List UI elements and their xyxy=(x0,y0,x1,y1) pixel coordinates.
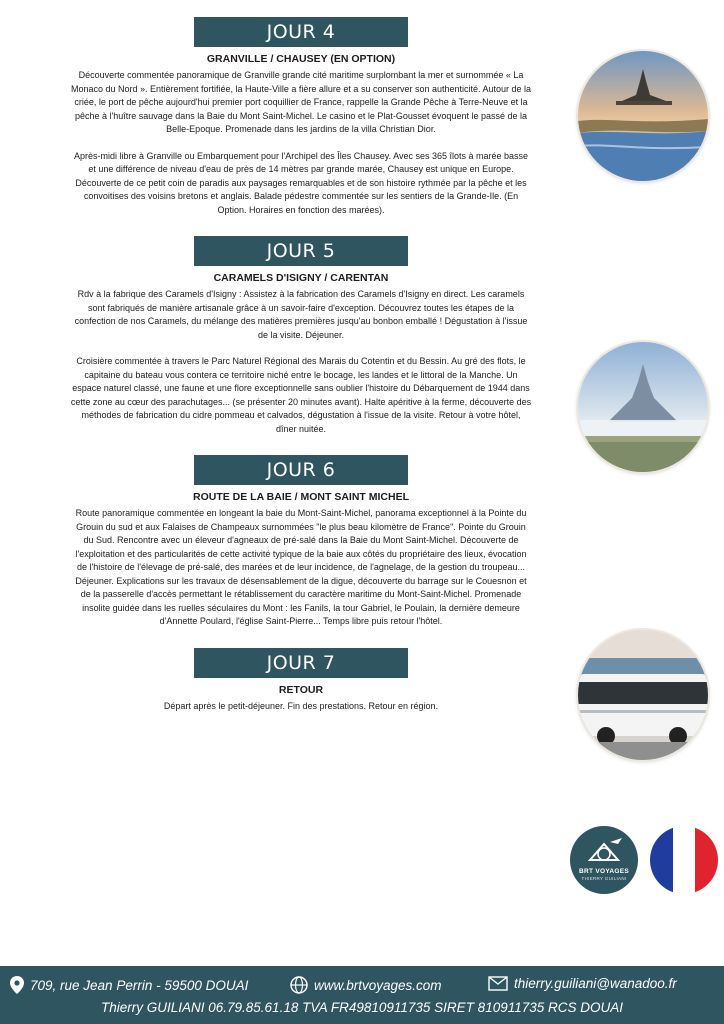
day-banner: JOUR 4 xyxy=(194,17,408,47)
flag-stripe-blue xyxy=(650,826,673,894)
day-paragraph: Rdv à la fabrique des Caramels d'Isigny : Assistez à la fabrication des Caramels d'Isigny en direct. Les caramels sont fabriqués de manière artisanale grâce à un savoir-faire d'exception. Découvrez toutes les étapes de la confection de nos Caramels, du mélange des matières premières jusqu'au bonbon emballé ! Dégustation à l'issue de la visite. Déjeuner. xyxy=(74,289,528,340)
day-paragraph: Découverte commentée panoramique de Granville grande cité maritime surplombant la mer et surnommée « La Monaco du Nord ». Entièrement fortifiée, la Haute-Ville a fière allure et a su conserver son authenticité. Autour de la criée, le port de pêche aujourd'hui premier port coquillier de France, rappelle la Grande Pêche à Terre-Neuve et la pêche à l'huître sauvage dans la Baie du Mont Saint-Michel. Le casino et le Plat-Gousset évoquent le passé de la Belle-Epoque. Promenade dans les jardins de la villa Christian Dior. xyxy=(70,70,532,134)
photo-mont-saint-michel-sunset xyxy=(578,51,708,181)
footer-legal: Thierry GUILIANI 06.79.85.61.18 TVA FR49810911735 SIRET 810911735 RCS DOUAI xyxy=(100,1000,624,1015)
footer-email-link[interactable]: thierry.guiliani@wanadoo.fr xyxy=(514,976,677,991)
logo-line1: BRT VOYAGES xyxy=(578,868,629,875)
day-subtitle: ROUTE DE LA BAIE / MONT SAINT MICHEL xyxy=(192,491,410,503)
day-banner: JOUR 5 xyxy=(194,236,408,266)
french-flag-icon xyxy=(650,826,718,894)
map-pin-icon xyxy=(10,976,24,994)
day-subtitle: RETOUR xyxy=(278,684,324,696)
footer-email[interactable] xyxy=(488,976,677,991)
footer-address xyxy=(10,976,248,994)
day-section-7 xyxy=(40,648,562,714)
day-banner: JOUR 6 xyxy=(194,455,408,485)
photo-coach-bus xyxy=(578,630,708,760)
globe-icon xyxy=(290,976,308,994)
day-section-6 xyxy=(40,455,562,629)
logo-line2: THIERRY GUILIANI xyxy=(581,876,627,881)
footer xyxy=(0,966,724,1024)
footer-contact-row xyxy=(0,976,724,996)
day-paragraph: Après-midi libre à Granville ou Embarquement pour l'Archipel des Îles Chausey. Avec ses 365 îlots à marée basse et une différence de niveau d'eau de près de 14 mètres par grande marée, Chausey est unique en Europe. Découverte de ce petit coin de paradis aux paysages remarquables et de son histoire rythmée par la pêche et les convoitises des voisins bretons et anglais. Balade pédestre commentée sur les sentiers de la Grande-Ile. (En Option. Horaires en fonction des marées). xyxy=(73,150,529,215)
flag-stripe-white xyxy=(673,826,696,894)
day-banner: JOUR 7 xyxy=(194,648,408,678)
brt-voyages-logo xyxy=(570,826,638,894)
day-paragraph: Croisière commentée à travers le Parc Naturel Régional des Marais du Cotentin et du Bessin. Au gré des flots, le capitaine du bateau vous contera ce territoire niché entre le bocage, les landes et le littoral de la Manche. Un espace naturel classé, une faune et une flore exceptionnelle sans oublier l'histoire du Débarquement de 1944 dans cette zone au cœur des parachutages... (se présenter 20 minutes avant). Halte apéritive à la ferme, découverte des méthodes de fabrication du cidre pommeau et calvados, dégustation à l'issue de la visite. Retour à votre hôtel, dîner nuitée. xyxy=(70,356,532,434)
day-subtitle: CARAMELS D'ISIGNY / CARENTAN xyxy=(213,272,389,284)
footer-website[interactable] xyxy=(290,976,442,994)
photo-mont-saint-michel-mist xyxy=(578,342,708,472)
flag-stripe-red xyxy=(695,826,718,894)
day-section-4 xyxy=(40,17,562,217)
footer-website-link[interactable]: www.brtvoyages.com xyxy=(314,977,442,993)
day-subtitle: GRANVILLE / CHAUSEY (EN OPTION) xyxy=(206,53,396,65)
footer-address-text: 709, rue Jean Perrin - 59500 DOUAI xyxy=(30,977,249,993)
day-section-5 xyxy=(40,236,562,436)
day-paragraph: Route panoramique commentée en longeant la baie du Mont-Saint-Michel, panorama exceptionnel à la Pointe du Grouin du sud et aux Falaises de Champeaux surnommées "le plus beau kilomètre de France". Pointe du Grouin du Sud. Rencontre avec un éleveur d'agneaux de pré-salé dans la Baie du Mont Saint-Michel. Découverte de l'exploitation et des particularités de cette activité typique de la baie aux côtés du propriétaire des lieux, évocation de l'histoire de l'élevage de pré-salé, des marées et de leur incidence, de l'agnelage, de la gestion du troupeau... Déjeuner. Explications sur les travaux de désensablement de la digue, découverte du barrage sur le Couesnon et de la passerelle d'accès permettant le rétablissement du caractère maritime du Mont-Saint-Michel. Promenade insolite guidée dans les ruelles séculaires du Mont : les Fanils, la tour Gabriel, le Poulain, la dernière demeure d'Annette Poulard, l'église Saint-Pierre... Temps libre puis retour l'hôtel. xyxy=(75,508,527,626)
envelope-icon xyxy=(488,976,508,991)
day-paragraph: Départ après le petit-déjeuner. Fin des prestations. Retour en région. xyxy=(163,701,439,711)
